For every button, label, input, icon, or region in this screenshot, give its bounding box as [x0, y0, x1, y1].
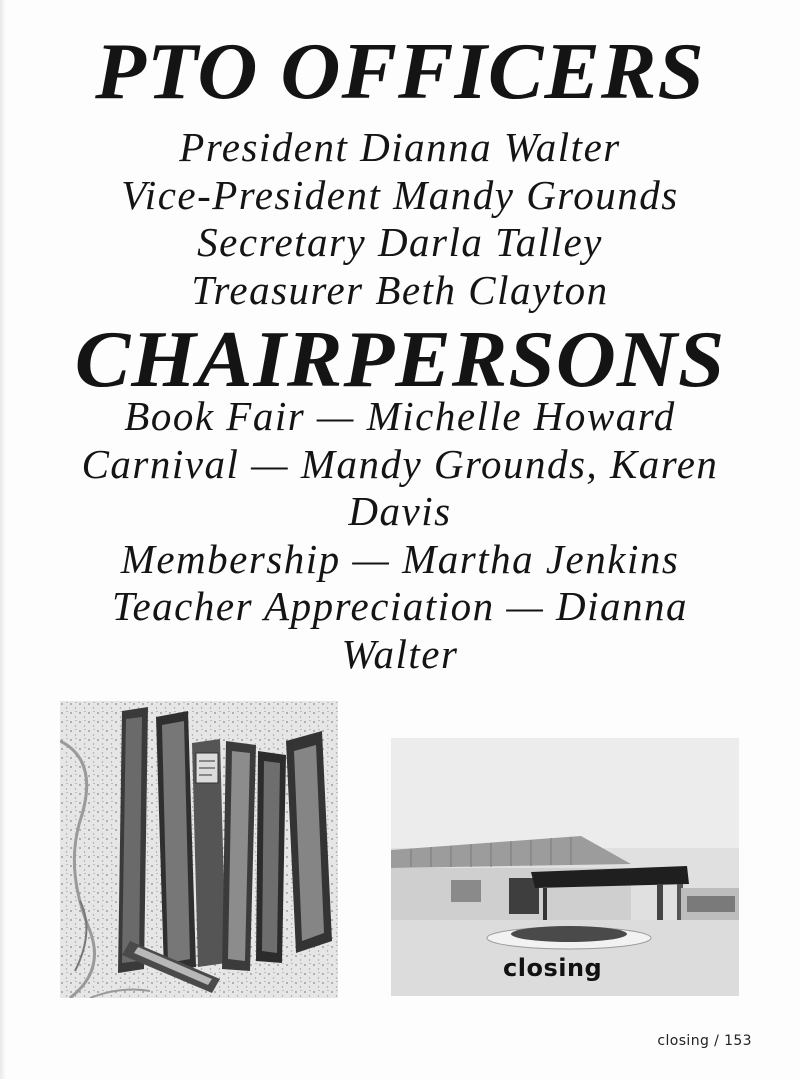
chairperson-line: Teacher Appreciation — Dianna — [111, 583, 689, 629]
officer-line: President Dianna Walter — [179, 124, 621, 170]
chairpersons-heading: CHAIRPERSONS — [74, 316, 726, 404]
school-building-photo — [391, 738, 739, 996]
books-illustration — [60, 701, 338, 998]
page-folio: closing / 153 — [657, 1033, 752, 1049]
officer-line: Treasurer Beth Clayton — [191, 266, 609, 313]
officers-list — [0, 124, 800, 314]
officer-line: Secretary Darla Talley — [197, 219, 603, 265]
chairperson-line: Carnival — Mandy Grounds, Karen — [81, 440, 719, 487]
chairperson-line: Walter — [341, 630, 459, 677]
chairperson-line: Book Fair — Michelle Howard — [124, 393, 676, 439]
chairperson-line: Membership — Martha Jenkins — [120, 535, 680, 582]
photo-caption: closing — [503, 954, 603, 982]
chairpersons-list — [0, 393, 800, 678]
chairperson-line: Davis — [348, 488, 452, 534]
officers-heading: PTO OFFICERS — [95, 28, 705, 116]
officer-line: Vice-President Mandy Grounds — [121, 171, 679, 218]
